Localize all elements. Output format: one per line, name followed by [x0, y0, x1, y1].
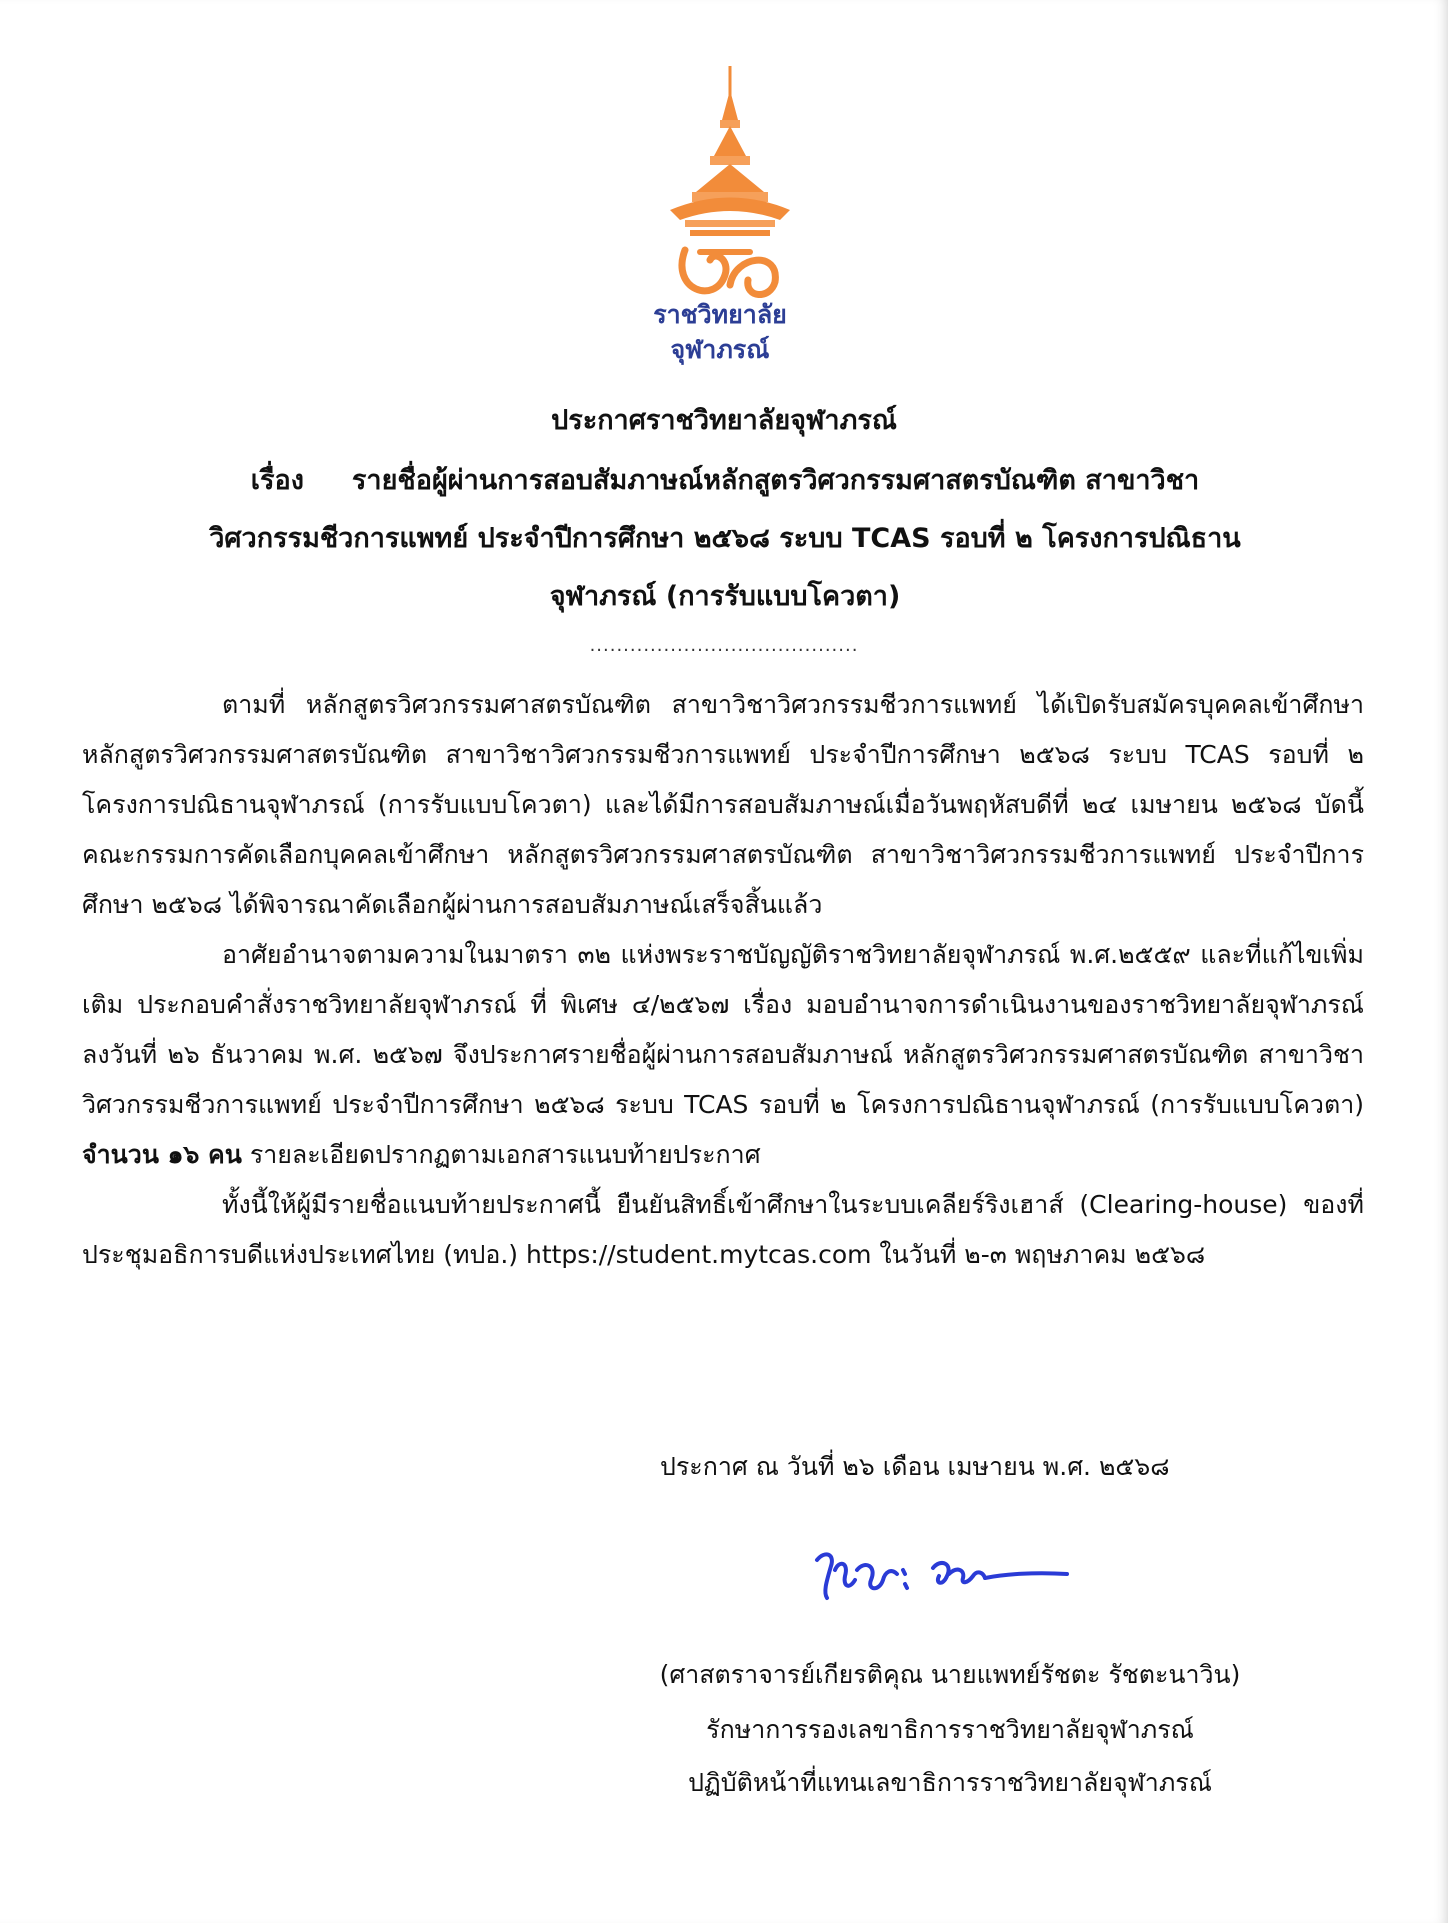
announcement-title: ประกาศราชวิทยาลัยจุฬาภรณ์	[551, 405, 897, 436]
body-paragraph-3: ทั้งนี้ให้ผู้มีรายชื่อแนบท้ายประกาศนี้ ยืนยันสิทธิ์เข้าศึกษาในระบบเคลียร์ริงเฮาส์ (Clearing-house) ของที่ประชุมอธิการบดีแห่งประเทศไทย (ทปอ.) https://student.mytcas.com ในวันที่ ๒-๓ พฤษภาคม ๒๕๖๘	[82, 1190, 1364, 1269]
emblem-icon	[630, 60, 830, 300]
signature-icon	[805, 1540, 1075, 1620]
subject-text-1: รายชื่อผู้ผ่านการสอบสัมภาษณ์หลักสูตรวิศวกรรมศาสตรบัณฑิต สาขาวิชา	[351, 465, 1200, 496]
body-paragraph-1: ตามที่ หลักสูตรวิศวกรรมศาสตรบัณฑิต สาขาวิชาวิศวกรรมชีวการแพทย์ ได้เปิดรับสมัครบุคคลเข้าศึกษา หลักสูตรวิศวกรรมศาสตรบัณฑิต สาขาวิชาวิศวกรรมชีวการแพทย์ ประจำปีการศึกษา ๒๕๖๘ ระบบ TCAS รอบที่ ๒ โครงการปณิธานจุฬาภรณ์ (การรับแบบโควตา) และได้มีการสอบสัมภาษณ์เมื่อวันพฤหัสบดีที่ ๒๔ เมษายน ๒๕๖๘ บัดนี้ คณะกรรมการคัดเลือกบุคคลเข้าศึกษา หลักสูตรวิศวกรรมศาสตรบัณฑิต สาขาวิชาวิศวกรรมชีวการแพทย์ ประจำปีการศึกษา ๒๕๖๘ ได้พิจารณาคัดเลือกผู้ผ่านการสอบสัมภาษณ์เสร็จสิ้นแล้ว	[82, 690, 1364, 919]
paragraph-2-text-pre: อาศัยอำนาจตามความในมาตรา ๓๒ แห่งพระราชบัญญัติราชวิทยาลัยจุฬาภรณ์ พ.ศ.๒๕๕๙ และที่แก้ไขเพิ่มเติม ประกอบคำสั่งราชวิทยาลัยจุฬาภรณ์ ที่ พิเศษ ๔/๒๕๖๗ เรื่อง มอบอำนาจการดำเนินงานของราชวิทยาลัยจุฬาภรณ์ ลงวันที่ ๒๖ ธันวาคม พ.ศ. ๒๕๖๗ จึงประกาศรายชื่อผู้ผ่านการสอบสัมภาษณ์ หลักสูตรวิศวกรรมศาสตรบัณฑิต สาขาวิชาวิศวกรรมชีวการแพทย์ ประจำปีการศึกษา ๒๕๖๘ ระบบ TCAS รอบที่ ๒ โครงการปณิธานจุฬาภรณ์ (การรับแบบโควตา)	[82, 940, 1364, 1119]
signer-name: (ศาสตราจารย์เกียรติคุณ นายแพทย์รัชตะ รัชตะนาวิน)	[659, 1660, 1241, 1689]
subject-line-2: วิศวกรรมชีวการแพทย์ ประจำปีการศึกษา ๒๕๖๘ ระบบ TCAS รอบที่ ๒ โครงการปณิธาน	[209, 523, 1241, 554]
admitted-count: จำนวน ๑๖ คน	[82, 1140, 242, 1169]
signer-position-1: รักษาการรองเลขาธิการราชวิทยาลัยจุฬาภรณ์	[706, 1715, 1194, 1744]
subject-line-3: จุฬาภรณ์ (การรับแบบโควตา)	[549, 581, 901, 612]
signer-position-2: ปฏิบัติหน้าที่แทนเลขาธิการราชวิทยาลัยจุฬาภรณ์	[688, 1768, 1212, 1797]
announcement-subject	[85, 452, 1365, 626]
announcement-body	[82, 680, 1364, 1280]
logo-text-line2: จุฬาภรณ์	[670, 335, 770, 364]
paragraph-2-text-post: รายละเอียดปรากฏตามเอกสารแนบท้ายประกาศ	[241, 1140, 761, 1169]
divider-dots: ........................................	[589, 635, 859, 656]
announcement-date: ประกาศ ณ วันที่ ๒๖ เดือน เมษายน พ.ศ. ๒๕๖๘	[660, 1452, 1170, 1481]
subject-label: เรื่อง	[250, 465, 304, 496]
subject-line-1	[85, 452, 1365, 510]
body-paragraph-2	[82, 930, 1364, 1180]
logo-text-line1: ราชวิทยาลัย	[653, 300, 787, 329]
handwritten-signature	[805, 1540, 1075, 1620]
university-emblem-logo	[630, 60, 830, 380]
